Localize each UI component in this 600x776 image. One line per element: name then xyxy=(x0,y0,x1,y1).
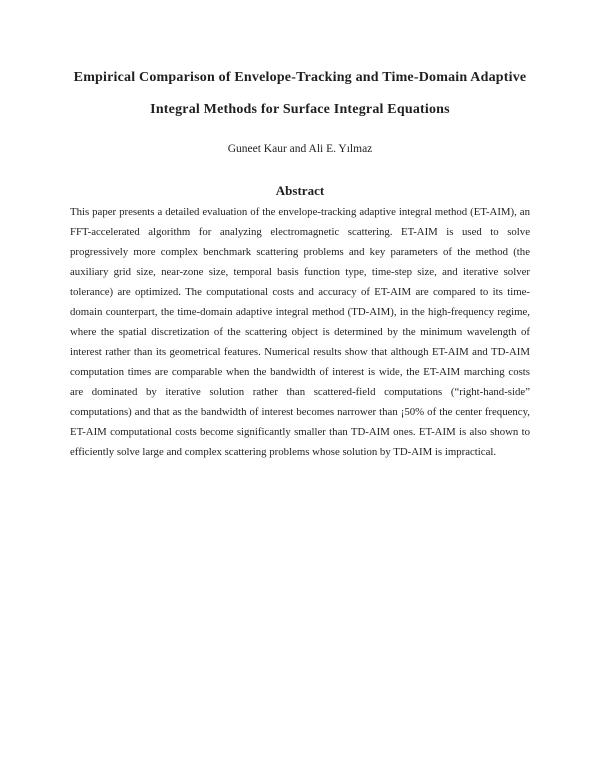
paper-title-line-1: Empirical Comparison of Envelope-Tracking and Time-Domain Adaptive xyxy=(73,70,527,85)
abstract-paragraph: This paper presents a detailed evaluation of the envelope-tracking adaptive integral method (ET-AIM), an FFT-accelerated algorithm for analyzing electromagnetic scattering. ET-AIM is used to solve progressively more complex benchmark scattering problems and key parameters of the method (the auxiliary grid size, near-zone size, temporal basis function type, time-step size, and iterative solver tolerance) are optimized. The computational costs and accuracy of ET-AIM are compared to its time-domain counterpart, the time-domain adaptive integral method (TD-AIM), in the high-frequency regime, where the spatial discretization of the scattering object is determined by the minimum wavelength of interest rather than its geometrical features. Numerical results show that although ET-AIM and TD-AIM computation times are comparable when the bandwidth of interest is wide, the ET-AIM marching costs are dominated by iterative solution rather than scattered-field computations (“right-hand-side” computations) and that as the bandwidth of interest becomes narrower than ¡50% of the center frequency, ET-AIM computational costs become significantly smaller than TD-AIM ones. ET-AIM is also shown to efficiently solve large and complex scattering problems whose solution by TD-AIM is impractical. xyxy=(70,206,530,458)
authors-line: Guneet Kaur and Ali E. Yılmaz xyxy=(227,143,373,155)
paper-title-line-2: Integral Methods for Surface Integral Equations xyxy=(150,102,450,117)
abstract-heading: Abstract xyxy=(275,183,325,198)
paper-title xyxy=(70,62,530,126)
page-content xyxy=(70,0,530,462)
